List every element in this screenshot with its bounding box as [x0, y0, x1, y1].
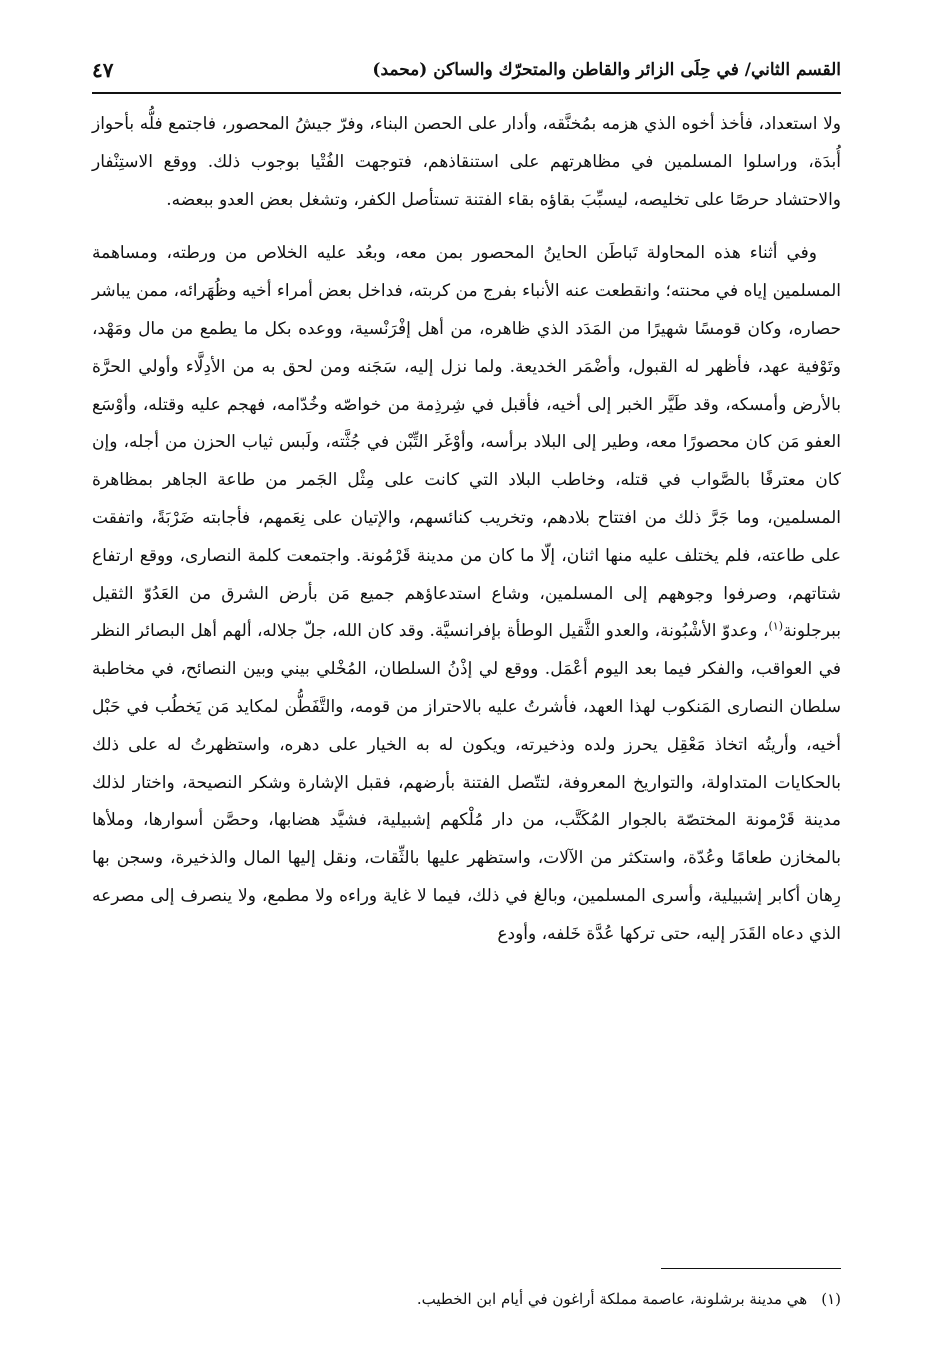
footnote-divider	[661, 1268, 841, 1269]
page-number: ٤٧	[92, 58, 114, 82]
page-header	[92, 52, 841, 94]
footnote-number: (١)	[821, 1290, 841, 1308]
footnote-text: هي مدينة برشلونة، عاصمة مملكة أراغون في أيام ابن الخطيب.	[416, 1290, 808, 1308]
paragraph-2-part-2: ، وعدوّ الأشْبُونة، والعدو الثَّقيل الوطأة بإفرانسيَّة. وقد كان الله، جلّ جلاله، ألهم أهل البصائر النظر في العواقب، والفكر فيما بعد اليوم أعْمَل. ووقع لي إذْنُ السلطان، المُخْلي بيني وبين النصائح، في مخاطبة سلطان النصارى المَنكوب لهذا العهد، فأشرتُ عليه بالاحتراز من قومه، والتَّفَطُّن لمكايد مَن يَخطُب في حَبْل أخيه، وأريتُه اتخاذ مَعْقِل يحرز ولده وذخيرته، ويكون له به الخيار على دهره، واستظهرتُ له على ذلك بالحكايات المتداولة، والتواريخ المعروفة، لتتّصل الفتنة بأرضهم، فقبل الإشارة وشكر النصيحة، واختار لذلك مدينة قَرْمونة المختصّة بالجوار المُكَتَّب، من دار مُلْكهم إشبيلية، فشيَّد هضابها، وحصَّن أسوارها، وملأها بالمخازن طعامًا وعُدّة، واستكثر من الآلات، واستظهر عليها بالثِّقات، ونقل إليها المال والذخيرة، وسجن بها رِهان أكابر إشبيلية، وأسرى المسلمين، وبالغ في ذلك، فيما لا غاية وراءه ولا مطمع، ولا ينصرف إلى مصرعه الذي دعاه القَدَر إليه، حتى تركها عُدَّة خَلفه، وأودع	[92, 621, 841, 944]
paragraph-2	[92, 235, 841, 953]
footnote	[92, 1287, 841, 1311]
paragraph-2-part-1: وفي أثناء هذه المحاولة تَباطَن الحاينُ المحصور بمن معه، وبعُد عليه الخلاص من ورطته، ومساهمة المسلمين إياه في محنته؛ وانقطعت عنه الأنباء بفرج من كربته، فداخل بعض أمراء أخيه وظُهَرائه، ممن يباشر حصاره، وكان قومسًا شهيرًا من المَدَد الذي ظاهره، من أهل إفْرَنْسية، ووعده بكل ما يطمع من مال ومَهْد، وتَوْفية عهد، فأظهر له القبول، وأضْمَر الخديعة. ولما نزل إليه، سَجَنه ومن لحق به من الأدِلَّاء وأولي الحرَّة بالأرض وأمسكه، وقد طَيَّر الخبر إلى أخيه، فأقبل في شِرذِمة من خواصّه وخُدّامه، فهجم عليه وقتله، وأوْسَع العفو مَن كان محصورًا معه، وطير إلى البلاد برأسه، وأوْغَر التِّبْن في جُثَّته، ولَبس ثياب الحزن من أجله، وإن كان معترفًا بالصَّواب في قتله، وخاطب البلاد التي كانت على مِثْل الجَمر من طاعة الجاهر بمظاهرة المسلمين، وما جَرَّ ذلك من افتتاح بلادهم، وتخريب كنائسهم، والإتيان على نِعَمهم، فأجابته ضَرْبَةً، واتفقت على طاعته، فلم يختلف عليه منها اثنان، إلّا ما كان من مدينة قَرْمُونة. واجتمعت كلمة النصارى، ووقع ارتفاع شتاتهم، وصرفوا وجوههم إلى المسلمين، وشاع استدعاؤهم جميع مَن بأرض الشرق من العَدُوّ الثقيل ببرجلونة	[92, 243, 841, 642]
running-title: القسم الثاني/ في حِلَى الزائر والقاطن والمتحرّك والساكن (محمد)	[372, 60, 841, 80]
footnote-marker[interactable]: (١)	[768, 619, 783, 633]
paragraph-1: ولا استعداد، فأخذ أخوه الذي هزمه بمُخنَّقه، وأدار على الحصن البناء، وفرّ جيشُ المحصور، فاجتمع فلُّه بأحواز أُبدَة، وراسلوا المسلمين في مظاهرتهم على استنقاذهم، فتوجهت الفُتْيا بوجوب ذلك. ووقع الاستِنْفار والاحتشاد حرصًا على تخليصه، ليسبِّبَ بقاؤه بقاء الفتنة تستأصل الكفر، وتشغل بعض العدو ببعضه.	[92, 114, 841, 210]
main-text	[92, 106, 841, 954]
